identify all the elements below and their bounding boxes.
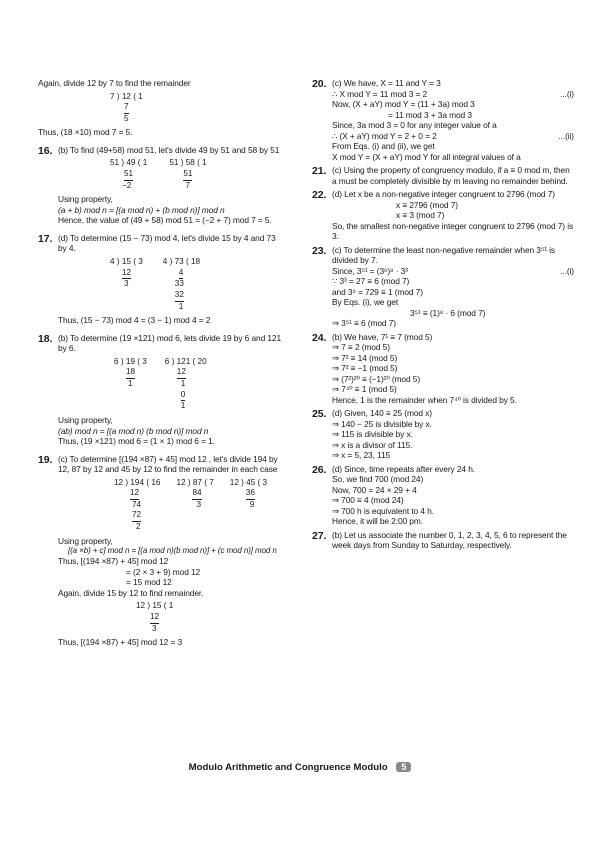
question-number: 25. — [312, 408, 327, 420]
division-row: 1 — [180, 379, 186, 389]
text-line — [312, 266, 574, 277]
text-line: X mod Y = (X + aY) mod Y for all integral values of a — [332, 151, 521, 162]
text-line: ⇒ 700 h is equivalent to 4 h. — [332, 505, 434, 516]
question-text: 12, 87 by 12 and 45 by 12 to find the remainder in each case — [58, 464, 278, 474]
text-line: Using property, — [58, 194, 113, 205]
division-row: 1 — [178, 301, 184, 311]
equation-tag: ...(i) — [560, 88, 574, 99]
question-number: 16. — [38, 144, 53, 157]
text-line: Hence, 1 is the remainder when 7⁴⁰ is divided by 5. — [332, 394, 517, 405]
division-row: 51 ) 49 ( 1 — [110, 158, 148, 168]
text-line: Again, divide 15 by 12 to find remainder. — [58, 587, 204, 598]
right-column — [312, 78, 574, 551]
text-line: = 11 mod 3 + 3a mod 3 — [388, 109, 472, 120]
text-line: Since, 3a mod 3 = 0 for any integer value of a — [332, 120, 497, 130]
long-division — [38, 601, 300, 634]
division-row: 12 ) 45 ( 3 — [229, 477, 268, 487]
division-row: 7 — [124, 102, 129, 114]
question-number: 24. — [312, 331, 327, 344]
question-number: 18. — [38, 332, 53, 345]
division-row: 36 — [246, 488, 255, 500]
equation: Since, 3⁵¹ = (3⁶)⁸ · 3³ — [332, 265, 408, 276]
division-row: 4 — [179, 268, 184, 280]
question-number: 19. — [38, 453, 53, 466]
text-line: Again, divide 12 by 7 to find the remainder — [38, 78, 191, 88]
division-row: 12 — [177, 367, 186, 379]
text-line: x ≡ 3 (mod 7) — [396, 210, 445, 220]
long-division — [38, 92, 300, 125]
question-text: (b) We have, 7¹ ≡ 7 (mod 5) — [332, 331, 433, 342]
question-19 — [38, 454, 300, 465]
question-text: by 6. — [58, 343, 76, 354]
question-23 — [312, 245, 574, 266]
division-row: 7 ) 12 ( 1 — [110, 91, 143, 101]
question-text: (b) Let us associate the number 0, 1, 2, 3, 4, 5, 6 to represent the week days from Sunday to Saturday, respectively. — [332, 529, 567, 550]
text-line: From Eqs. (i) and (ii), we get — [332, 141, 435, 151]
question-number: 27. — [312, 529, 327, 542]
long-division-group — [38, 478, 300, 533]
division-row: 12 — [130, 488, 139, 500]
text-line: Thus, [(194 ×87) + 45] mod 12 — [58, 556, 169, 567]
question-text: (d) To determine (15 − 73) mod 4, let's divide 15 by 4 and 73 — [58, 232, 276, 243]
text-line: So, the smallest non-negative integer congruent to 2796 (mod 7) is 3. — [332, 220, 574, 241]
text-line: = (2 × 3 + 9) mod 12 — [126, 566, 201, 577]
division-row: 12 ) 87 ( 7 — [176, 477, 214, 487]
equation-tag: ...(ii) — [558, 130, 574, 141]
text-line: ⇒ 7² ≡ 14 (mod 5) — [332, 352, 398, 363]
left-column — [38, 78, 300, 648]
division-row: 4 ) 15 ( 3 — [110, 256, 143, 266]
question-text: (b) To determine (19 ×121) mod 6, lets divide 19 by 6 and 121 — [58, 332, 282, 343]
division-row: 12 — [122, 268, 131, 280]
division-row: 12 ) 194 ( 16 — [114, 477, 161, 487]
equation: ∴ X mod Y = 11 mod 3 = 2 — [332, 88, 428, 99]
division-row: 32 — [175, 290, 184, 302]
division-row: 3 — [124, 279, 129, 289]
text-line: Thus, [(194 ×87) + 45] mod 12 = 3 — [58, 637, 183, 648]
division-row: 6 ) 19 ( 3 — [114, 356, 147, 366]
text-line: (ab) mod n = [(a mod n) (b mod n)] mod n — [58, 425, 209, 436]
question-22 — [312, 189, 574, 200]
text-line: Now, 700 = 24 × 29 + 4 — [332, 484, 417, 495]
question-number: 17. — [38, 232, 53, 245]
text-line: Thus, (18 ×10) mod 7 = 5. — [38, 127, 133, 138]
text-line: ⇒ 140 − 25 is divisible by x. — [332, 418, 432, 429]
division-row: 2 — [136, 522, 141, 532]
text-line: ⇒ 7² ≡ −1 (mod 5) — [332, 363, 398, 373]
question-text: by 4. — [58, 243, 76, 254]
division-row: 72 — [132, 510, 141, 522]
long-division-group — [38, 158, 300, 191]
text-line: So, we find 700 (mod 24) — [332, 474, 424, 484]
page-footer — [0, 762, 600, 773]
question-text: (c) To determine [(194 ×87) + 45] mod 12 , let's divide 194 by — [58, 453, 278, 464]
question-text: (c) Using the property of congruency modulo, if a ≡ 0 mod m, then a must be completely divisible by m leaving no remainder behind. — [332, 165, 570, 186]
text-line: and 3⁶ = 729 ≡ 1 (mod 7) — [332, 286, 423, 297]
question-text: (d) Since, time repeats after every 24 h. — [332, 463, 475, 474]
text-line: Now, (X + aY) mod Y = (11 + 3a) mod 3 — [332, 99, 475, 109]
question-27 — [312, 530, 574, 551]
question-24 — [312, 332, 574, 343]
division-row: 12 ) 15 ( 1 — [136, 601, 174, 611]
division-row: 7 — [185, 180, 190, 190]
division-row: 1 — [180, 401, 186, 411]
text-line: 3⁵¹ ≡ (1)⁸ · 6 (mod 7) — [410, 307, 486, 318]
text-line: ⇒ 7 ≡ 2 (mod 5) — [332, 342, 390, 352]
equation: ∴ (X + aY) mod Y = 2 + 0 = 2 — [332, 130, 437, 141]
question-text: (d) Given, 140 ≡ 25 (mod x) — [332, 408, 432, 418]
question-16 — [38, 145, 300, 156]
division-row: 51 — [183, 169, 192, 181]
division-row: 6 ) 121 ( 20 — [164, 356, 207, 366]
division-row: 51 ) 58 ( 1 — [169, 158, 207, 168]
question-number: 23. — [312, 244, 327, 257]
text-line: Using property, — [58, 415, 113, 425]
division-row: 0 — [181, 390, 186, 402]
long-division-group — [38, 357, 300, 412]
question-text: (c) To determine the least non-negative remainder when 3⁵¹ is divided by 7. — [332, 244, 555, 265]
text-line: Hence, it will be 2:00 pm. — [332, 516, 423, 526]
division-row: 74 — [132, 499, 142, 509]
division-row: 12 — [150, 612, 159, 624]
question-17 — [38, 233, 300, 244]
question-number: 26. — [312, 463, 327, 476]
text-line: ⇒ (7²)²⁰ ≡ (−1)²⁰ (mod 5) — [332, 373, 421, 384]
question-text: (d) Let x be a non-negative integer congruent to 2796 (mod 7) — [332, 189, 555, 199]
question-number: 20. — [312, 78, 327, 90]
question-25 — [312, 408, 574, 419]
division-row: 3 — [152, 623, 157, 633]
question-number: 22. — [312, 189, 327, 201]
division-row: 9 — [249, 499, 255, 509]
division-row: 4 ) 73 ( 18 — [162, 256, 201, 266]
question-number: 21. — [312, 165, 327, 177]
question-21 — [312, 165, 574, 186]
text-line: By Eqs. (i), we get — [332, 297, 399, 307]
division-row: 33 — [174, 279, 184, 289]
text-line: (a + b) mod n = [(a mod n) + (b mod n)] mod n — [58, 204, 225, 215]
question-text: (b) To find (49+58) mod 51, let's divide 49 by 51 and 58 by 51 — [58, 144, 280, 155]
text-line: Thus, (19 ×121) mod 6 = (1 × 1) mod 6 = 1. — [58, 436, 215, 446]
text-line: ⇒ 3⁵¹ ≡ 6 (mod 7) — [332, 318, 396, 328]
text-line: Hence, the value of (49 + 58) mod 51 = (−2 + 7) mod 7 = 5. — [58, 215, 272, 226]
text-line: Thus, (15 − 73) mod 4 = (3 − 1) mod 4 = 2 — [58, 315, 211, 326]
text-line: = 15 mod 12 — [126, 577, 172, 588]
text-line: ⇒ 115 is divisible by x. — [332, 429, 413, 439]
long-division-group — [38, 257, 300, 312]
text-line: ⇒ 7⁴⁰ ≡ 1 (mod 5) — [332, 384, 397, 394]
division-row: 3 — [196, 499, 201, 509]
page-number-badge: 5 — [396, 762, 411, 772]
division-row: −2 — [122, 180, 132, 190]
division-row: 18 — [126, 367, 135, 379]
text-line: [(a ×b) + c] mod n = [(a mod n)(b mod n)] + (c mod n)] mod n — [68, 546, 277, 556]
division-row: 84 — [192, 488, 201, 500]
question-18 — [38, 333, 300, 344]
footer-title: Modulo Arithmetic and Congruence Modulo — [188, 762, 388, 773]
question-26 — [312, 464, 574, 475]
text-line: ⇒ x = 5, 23, 115 — [332, 450, 391, 460]
text-line: ⇒ 700 ≡ 4 (mod 24) — [332, 495, 404, 505]
text-line: ⇒ x is a divisor of 115. — [332, 439, 413, 450]
division-row: 1 — [128, 379, 133, 389]
question-text: (c) We have, X = 11 and Y = 3 — [332, 78, 441, 88]
text-line — [312, 131, 574, 142]
division-row: 51 — [124, 169, 133, 181]
equation-tag: ...(i) — [560, 265, 574, 276]
question-20 — [312, 78, 574, 89]
text-line: ∵ 3³ = 27 ≡ 6 (mod 7) — [332, 276, 410, 286]
text-line: Using property, — [58, 535, 113, 546]
division-row: 5 — [124, 113, 129, 123]
text-line — [312, 89, 574, 100]
text-line: x ≡ 2796 (mod 7) — [396, 199, 458, 210]
